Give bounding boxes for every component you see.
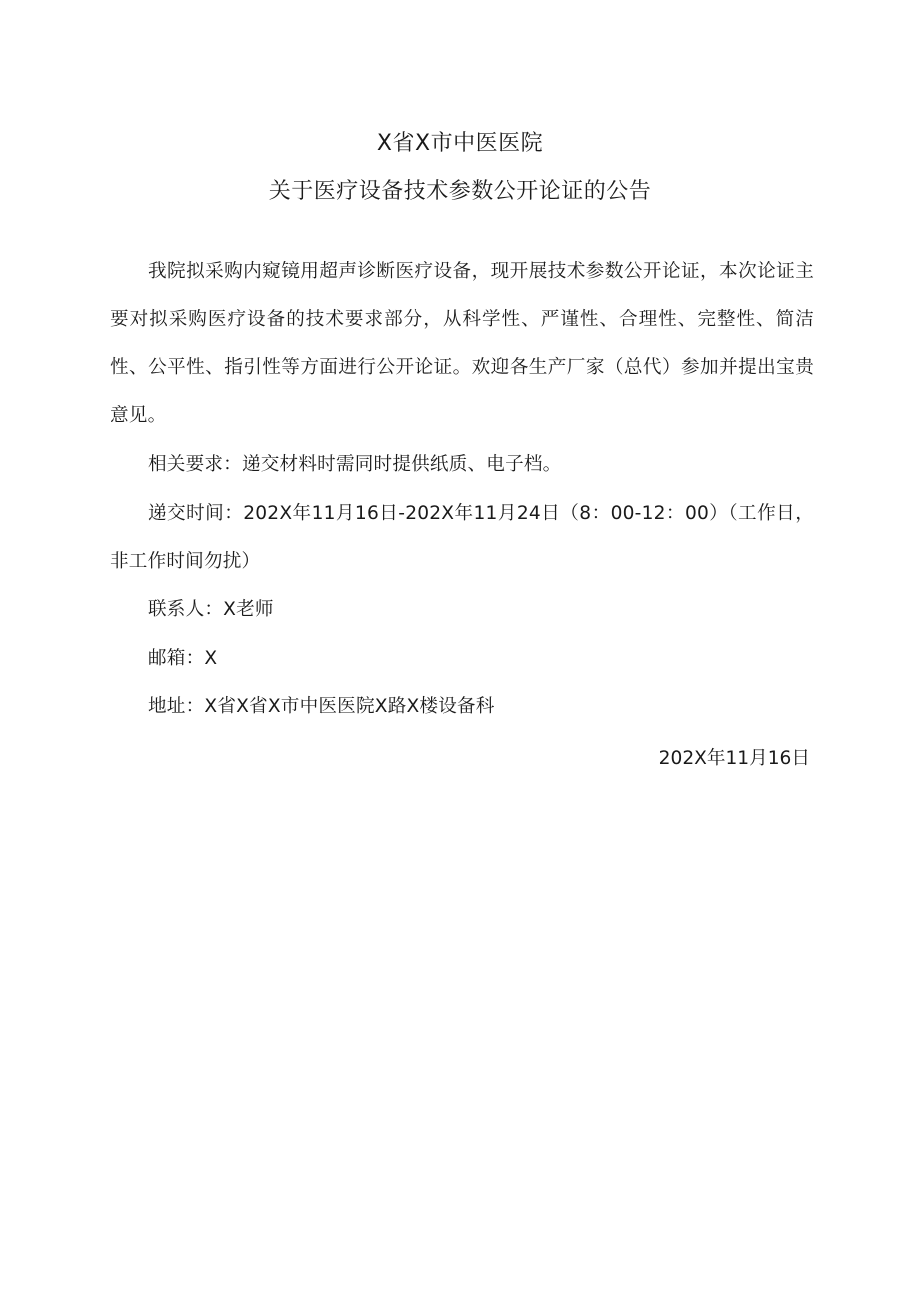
intro-paragraph: 我院拟采购内窥镜用超声诊断医疗设备，现开展技术参数公开论证，本次论证主要对拟采购医疗设备的技术要求部分，从科学性、严谨性、合理性、完整性、简洁性、公平性、指引性等方面进行公开论证。欢迎各生产厂家（总代）参加并提出宝贵意见。 bbox=[110, 261, 814, 426]
contact-paragraph: 联系人：X老师 bbox=[148, 599, 274, 620]
submission-time-paragraph: 递交时间：202X年11月16日-202X年11月24日（8：00-12：00）（工作日，非工作时间勿扰） bbox=[110, 503, 814, 572]
email-paragraph: 邮箱：X bbox=[148, 648, 218, 669]
document-title-line2: 关于医疗设备技术参数公开论证的公告 bbox=[268, 179, 652, 204]
requirement-paragraph: 相关要求：递交材料时需同时提供纸质、电子档。 bbox=[148, 454, 562, 475]
document-title-line1: X省X市中医医院 bbox=[376, 131, 544, 156]
address-paragraph: 地址：X省X省X市中医医院X路X楼设备科 bbox=[148, 696, 495, 717]
document-date: 202X年11月16日 bbox=[658, 748, 810, 769]
